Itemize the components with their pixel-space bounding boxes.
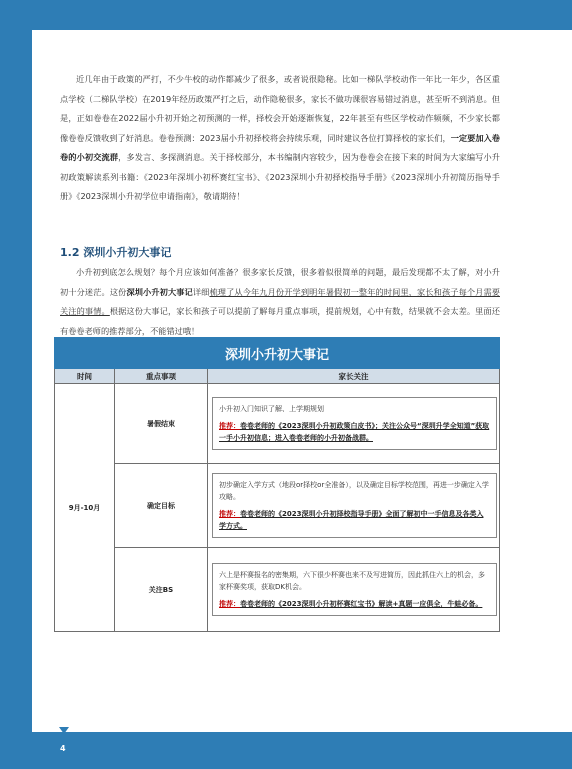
concern-line: 六上是杯赛报名的密集期，六下很少杯赛也来不及写进简历，因此抓住六上的机会，多家杯赛奖项，获取DK机会。 — [219, 571, 485, 591]
concern-box — [212, 473, 497, 538]
table-row-concern — [208, 548, 500, 632]
recommend-line — [219, 598, 490, 610]
section-text-mid: 详细 — [192, 286, 210, 297]
concern-line: 小升初入门知识了解、上学期规划 — [219, 405, 324, 413]
recommend-label: 推荐： — [219, 510, 240, 518]
recommend-text: 卷卷老师的《2023深圳小升初政策白皮书》；关注公众号“深圳升学全知道”获取一手小升初信息；进入卷卷老师的小升初备战群。 — [219, 422, 490, 442]
section-text-start: 小升初到底怎么规划？每个月应该如何准备？很多家长反馈，很多着似很简单的问题，最后发现都不太了解，对小升初十分迷茫。这份 — [60, 267, 500, 297]
recommend-text: 卷卷老师的《2023深圳小升初择校指导手册》全面了解初中一手信息及各类入学方式。 — [219, 510, 484, 530]
recommend-label: 推荐： — [219, 600, 240, 608]
intro-paragraph — [60, 70, 500, 207]
table-title: 深圳小升初大事记 — [55, 338, 500, 369]
section-heading: 1.2 深圳小升初大事记 — [60, 246, 172, 259]
concern-box — [212, 397, 497, 450]
table-row-concern — [208, 384, 500, 464]
page-marker-icon — [59, 727, 69, 734]
events-table — [54, 337, 500, 632]
header-item: 重点事项 — [115, 369, 208, 384]
section-paragraph — [60, 263, 500, 341]
time-cell: 9月-10月 — [55, 384, 115, 632]
recommend-text: 卷卷老师的《2023深圳小升初杯赛红宝书》解读+真题一应俱全，牛蛙必备。 — [240, 600, 483, 608]
recommend-label: 推荐： — [219, 422, 240, 430]
section-text-end: 根据这份大事记，家长和孩子可以提前了解每月重点事项，提前规划，心中有数，结果就不会太差。里面还有卷卷老师的推荐部分，不能错过哦！ — [60, 306, 500, 336]
page-number: 4 — [60, 744, 66, 753]
section-underlined-text: 梳理了从今年九月份开学到明年暑假初一整年的时间里，家长和孩子每个月需要关注的事情。 — [60, 286, 500, 316]
intro-text: 近几年由于政策的严打，不少牛校的动作都减少了很多，或者说很隐秘。比如一梯队学校动作一年比一年少，各区重点学校（二梯队学校）在2019年经历政策严打之后，动作隐秘很多，家长不做功课很容易错过消息，甚至听不到消息。但是，正如卷卷在2022届小升初开始之初预测的一样，择校会开始逐渐恢复，22年甚至有些区学校动作频频，不少家长都像卷卷反馈收到了好消息。卷卷预测：2023届小升初择校将会持续乐观，同时建议各位打算择校的家长们， — [60, 74, 500, 143]
intro-text-2: ，多发言、多探测消息。关于择校部分，本书编制内容较少，因为卷卷会在接下来的时间为大家编写小升初政策解读系列书籍：《2023年深圳小初杯赛红宝书》、《2023深圳小升初择校指导手册》《2023深圳小升初简历指导手册》《2023深圳小升初学位申请指南》，敬请期待！ — [60, 152, 500, 201]
table-row-item: 暑假结束 — [115, 384, 208, 464]
recommend-line — [219, 508, 490, 532]
table-row-item: 关注BS — [115, 548, 208, 632]
section-bold-text: 深圳小升初大事记 — [126, 286, 193, 297]
intro-bold-text: 一定要加入卷卷的小初交流群 — [60, 132, 500, 162]
table-row-item: 确定目标 — [115, 464, 208, 548]
header-concern: 家长关注 — [208, 369, 500, 384]
table-row-concern — [208, 464, 500, 548]
page-bottom-band — [32, 732, 572, 769]
recommend-line — [219, 420, 490, 444]
header-time: 时间 — [55, 369, 115, 384]
concern-line: 初步确定入学方式（地段or择校or全准备），以及确定目标学校范围，再进一步确定入学攻略。 — [219, 481, 489, 501]
concern-box — [212, 563, 497, 616]
